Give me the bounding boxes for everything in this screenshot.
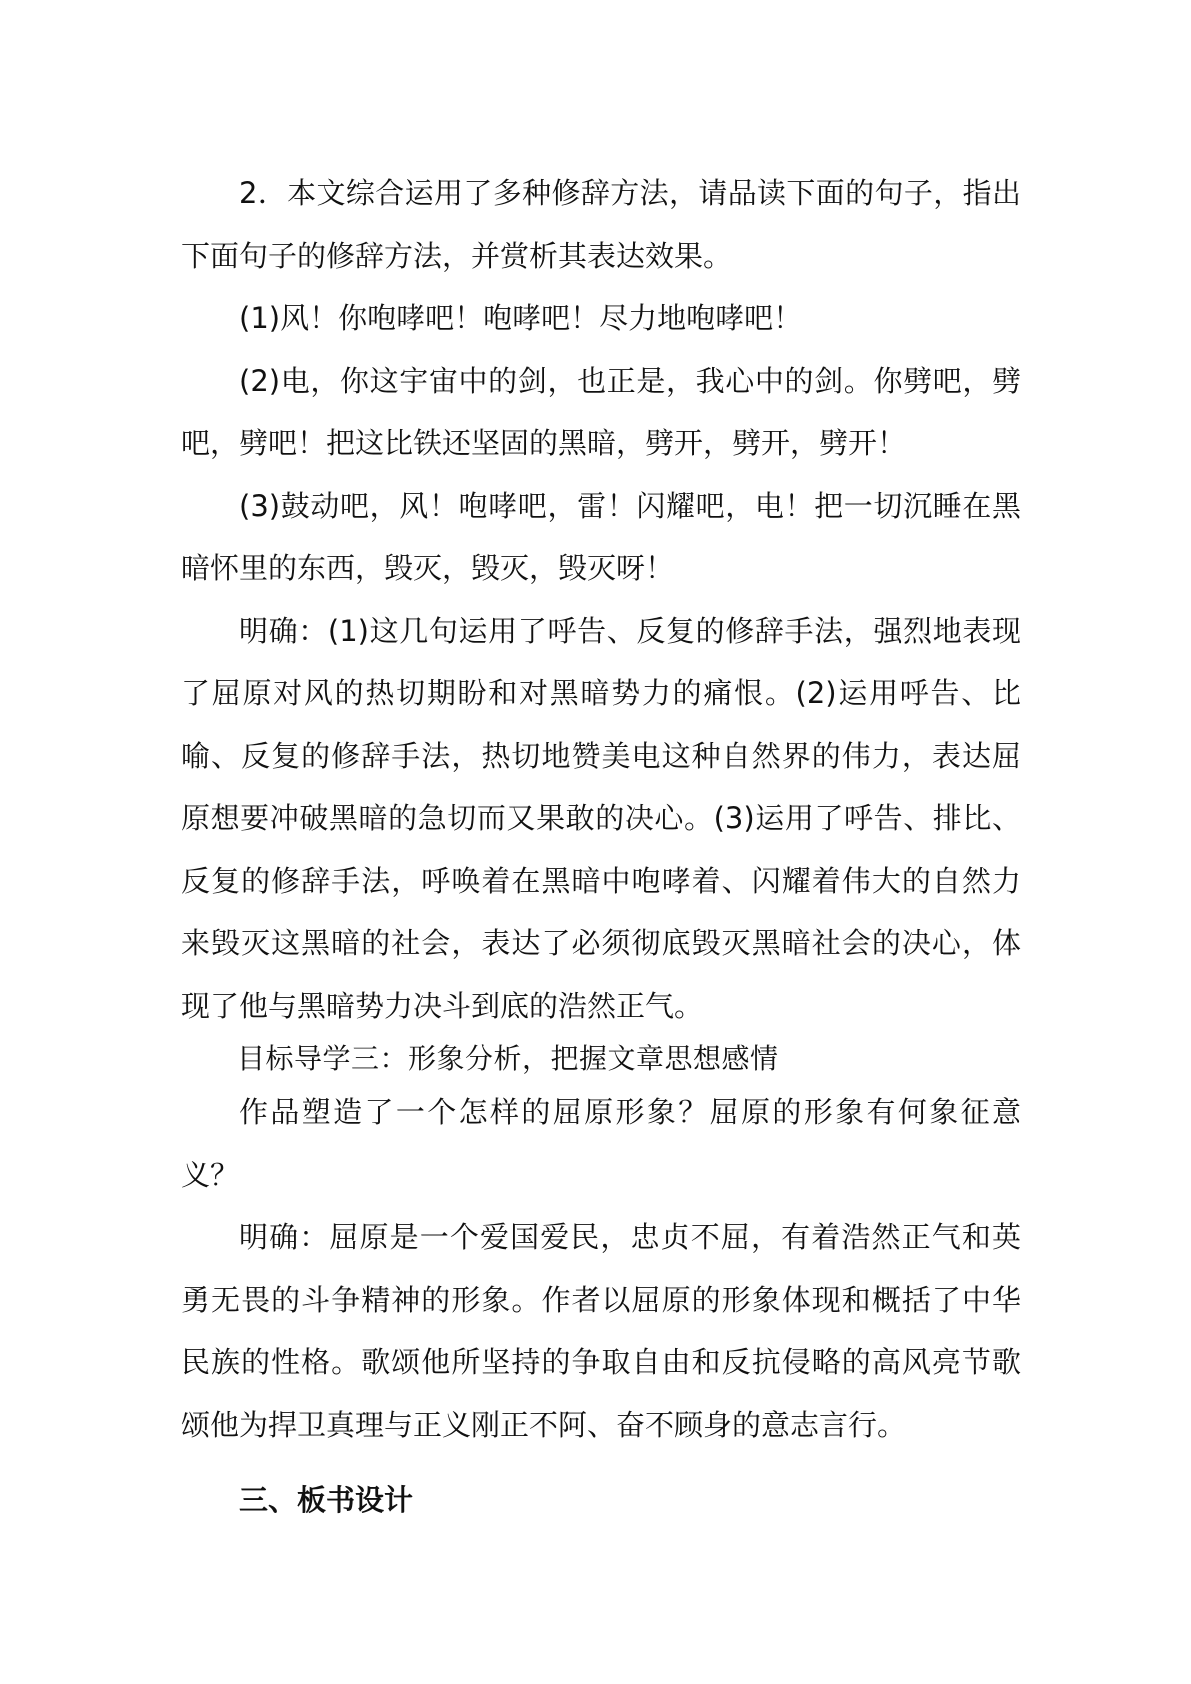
sentence-3-paragraph: (3)鼓动吧，风！咆哮吧，雷！闪耀吧，电！把一切沉睡在黑暗怀里的东西，毁灭，毁灭，毁灭呀！: [181, 488, 1021, 585]
answer-3-paragraph: 明确：屈原是一个爱国爱民，忠贞不屈，有着浩然正气和英勇无畏的斗争精神的形象。作者以屈原的形象体现和概括了中华民族的性格。歌颂他所坚持的争取自由和反抗侵略的高风亮节歌颂他为捍卫真理与正义刚正不阿、奋不顾身的意志言行。: [181, 1220, 1021, 1442]
sentence-1-paragraph: (1)风！你咆哮吧！咆哮吧！尽力地咆哮吧！: [239, 301, 803, 335]
section-heading: 三、板书设计: [239, 1483, 414, 1517]
goal-3-heading: 目标导学三：形象分析，把握文章思想感情: [237, 1042, 779, 1075]
sentence-2-paragraph: (2)电，你这宇宙中的剑，也正是，我心中的剑。你劈吧，劈吧，劈吧！把这比铁还坚固的黑暗，劈开，劈开，劈开！: [181, 363, 1021, 460]
question-2-paragraph: 2．本文综合运用了多种修辞方法，请品读下面的句子，指出下面句子的修辞方法，并赏析其表达效果。: [181, 176, 1021, 273]
question-3-paragraph: 作品塑造了一个怎样的屈原形象？屈原的形象有何象征意义？: [181, 1095, 1021, 1192]
answer-2-paragraph: 明确：(1)这几句运用了呼告、反复的修辞手法，强烈地表现了屈原对风的热切期盼和对黑暗势力的痛恨。(2)运用呼告、比喻、反复的修辞手法，热切地赞美电这种自然界的伟力，表达屈原想要冲破黑暗的急切而又果敢的决心。(3)运用了呼告、排比、反复的修辞手法，呼唤着在黑暗中咆哮着、闪耀着伟大的自然力来毁灭这黑暗的社会，表达了必须彻底毁灭黑暗社会的决心，体现了他与黑暗势力决斗到底的浩然正气。: [181, 613, 1021, 1023]
document-body: [181, 162, 1021, 1530]
